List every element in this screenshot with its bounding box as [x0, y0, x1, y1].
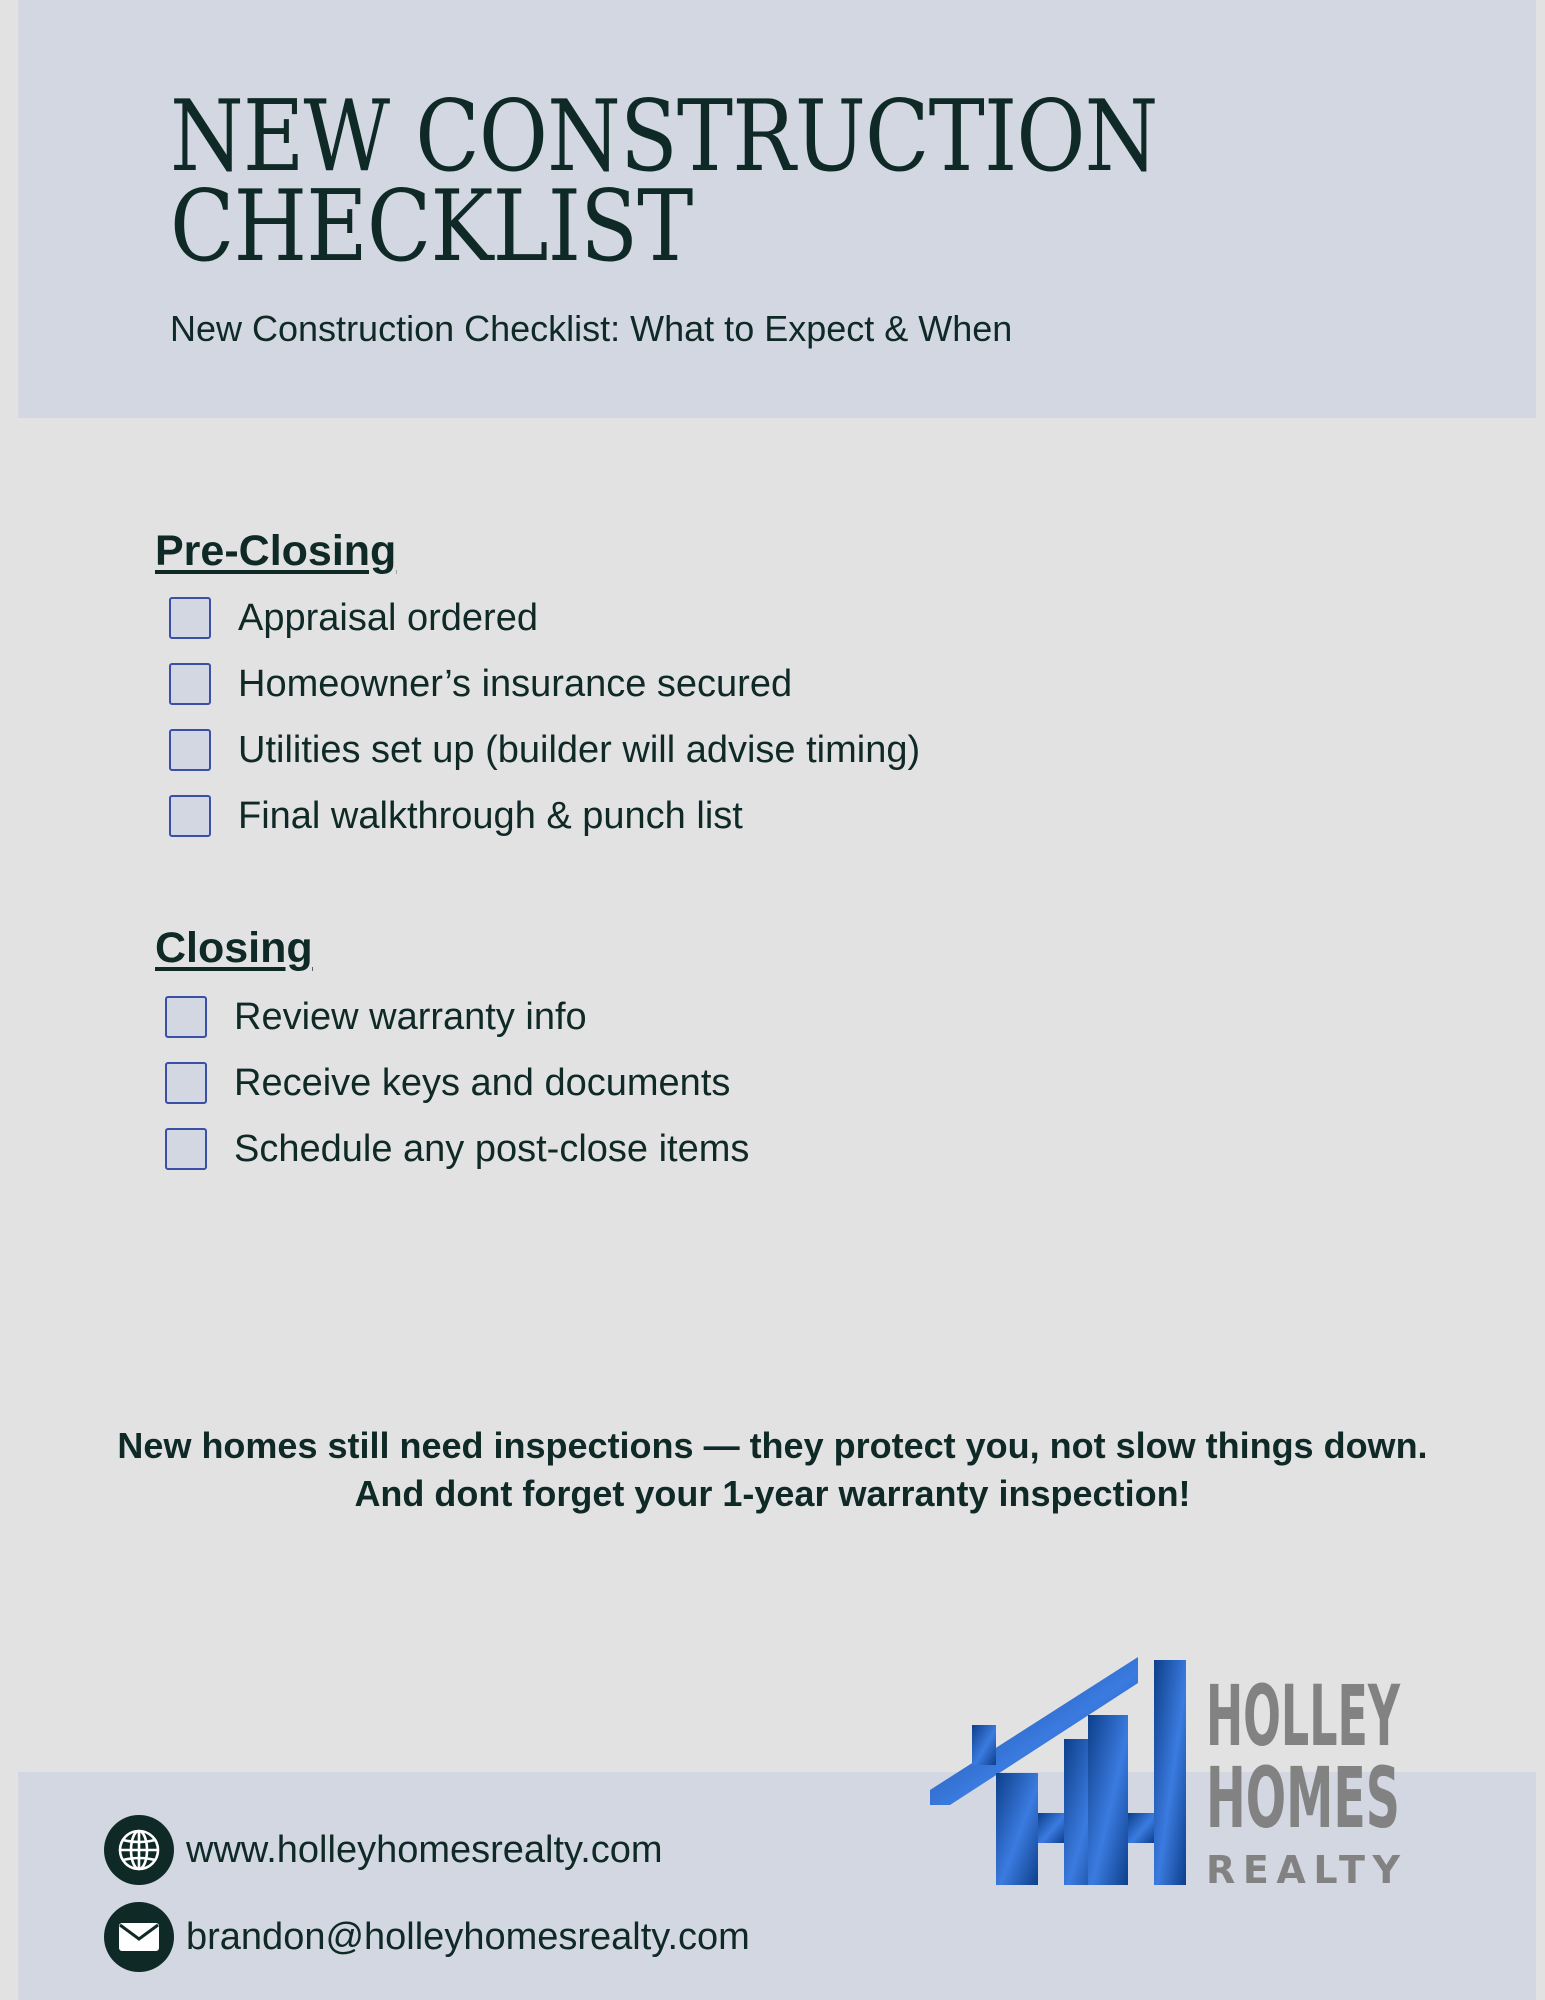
- email-link[interactable]: brandon@holleyhomesrealty.com: [186, 1915, 750, 1958]
- checkbox[interactable]: [169, 663, 211, 705]
- checklist-item-label: Utilities set up (builder will advise timing): [238, 728, 921, 771]
- email-contact[interactable]: [104, 1902, 750, 1972]
- page-title: [170, 80, 1288, 284]
- closing-heading: Closing: [155, 924, 313, 972]
- page-subtitle: New Construction Checklist: What to Expect & When: [170, 308, 1013, 349]
- checkbox[interactable]: [169, 729, 211, 771]
- checklist-item: [165, 994, 587, 1040]
- mail-icon: [104, 1902, 174, 1972]
- inspection-note: [0, 1422, 1545, 1518]
- website-contact[interactable]: [104, 1815, 663, 1885]
- checklist-item-label: Appraisal ordered: [238, 596, 538, 639]
- checklist-item: [169, 793, 743, 839]
- checklist-item-label: Schedule any post-close items: [234, 1127, 750, 1170]
- house-icon: [930, 1657, 1186, 1885]
- checklist-item-label: Review warranty info: [234, 995, 587, 1038]
- logo-text-holley: HOLLEY: [1206, 1667, 1401, 1765]
- checklist-item-label: Homeowner’s insurance secured: [238, 662, 793, 705]
- logo-text-homes: HOMES: [1206, 1749, 1400, 1847]
- holley-homes-realty-logo: [928, 1655, 1408, 1892]
- checkbox[interactable]: [169, 795, 211, 837]
- logo-text-realty: REALTY: [1206, 1848, 1400, 1892]
- pre-closing-heading: Pre-Closing: [155, 527, 397, 575]
- checkbox[interactable]: [165, 1128, 207, 1170]
- globe-icon: [104, 1815, 174, 1885]
- checklist-item: [169, 595, 538, 641]
- checklist-item: [169, 727, 920, 773]
- website-link[interactable]: www.holleyhomesrealty.com: [186, 1828, 663, 1871]
- checklist-item-label: Receive keys and documents: [234, 1061, 731, 1104]
- checklist-item: [169, 661, 792, 707]
- title-line-2: CHECKLIST: [170, 170, 693, 284]
- checklist-item-label: Final walkthrough & punch list: [238, 794, 743, 837]
- checkbox[interactable]: [165, 996, 207, 1038]
- checklist-item: [165, 1060, 730, 1106]
- note-line-2: And dont forget your 1-year warranty inspection!: [354, 1473, 1191, 1514]
- title-line-1: NEW CONSTRUCTION: [170, 80, 1158, 194]
- note-line-1: New homes still need inspections — they protect you, not slow things down.: [117, 1425, 1428, 1466]
- checklist-item: [165, 1126, 749, 1172]
- checkbox[interactable]: [165, 1062, 207, 1104]
- checkbox[interactable]: [169, 597, 211, 639]
